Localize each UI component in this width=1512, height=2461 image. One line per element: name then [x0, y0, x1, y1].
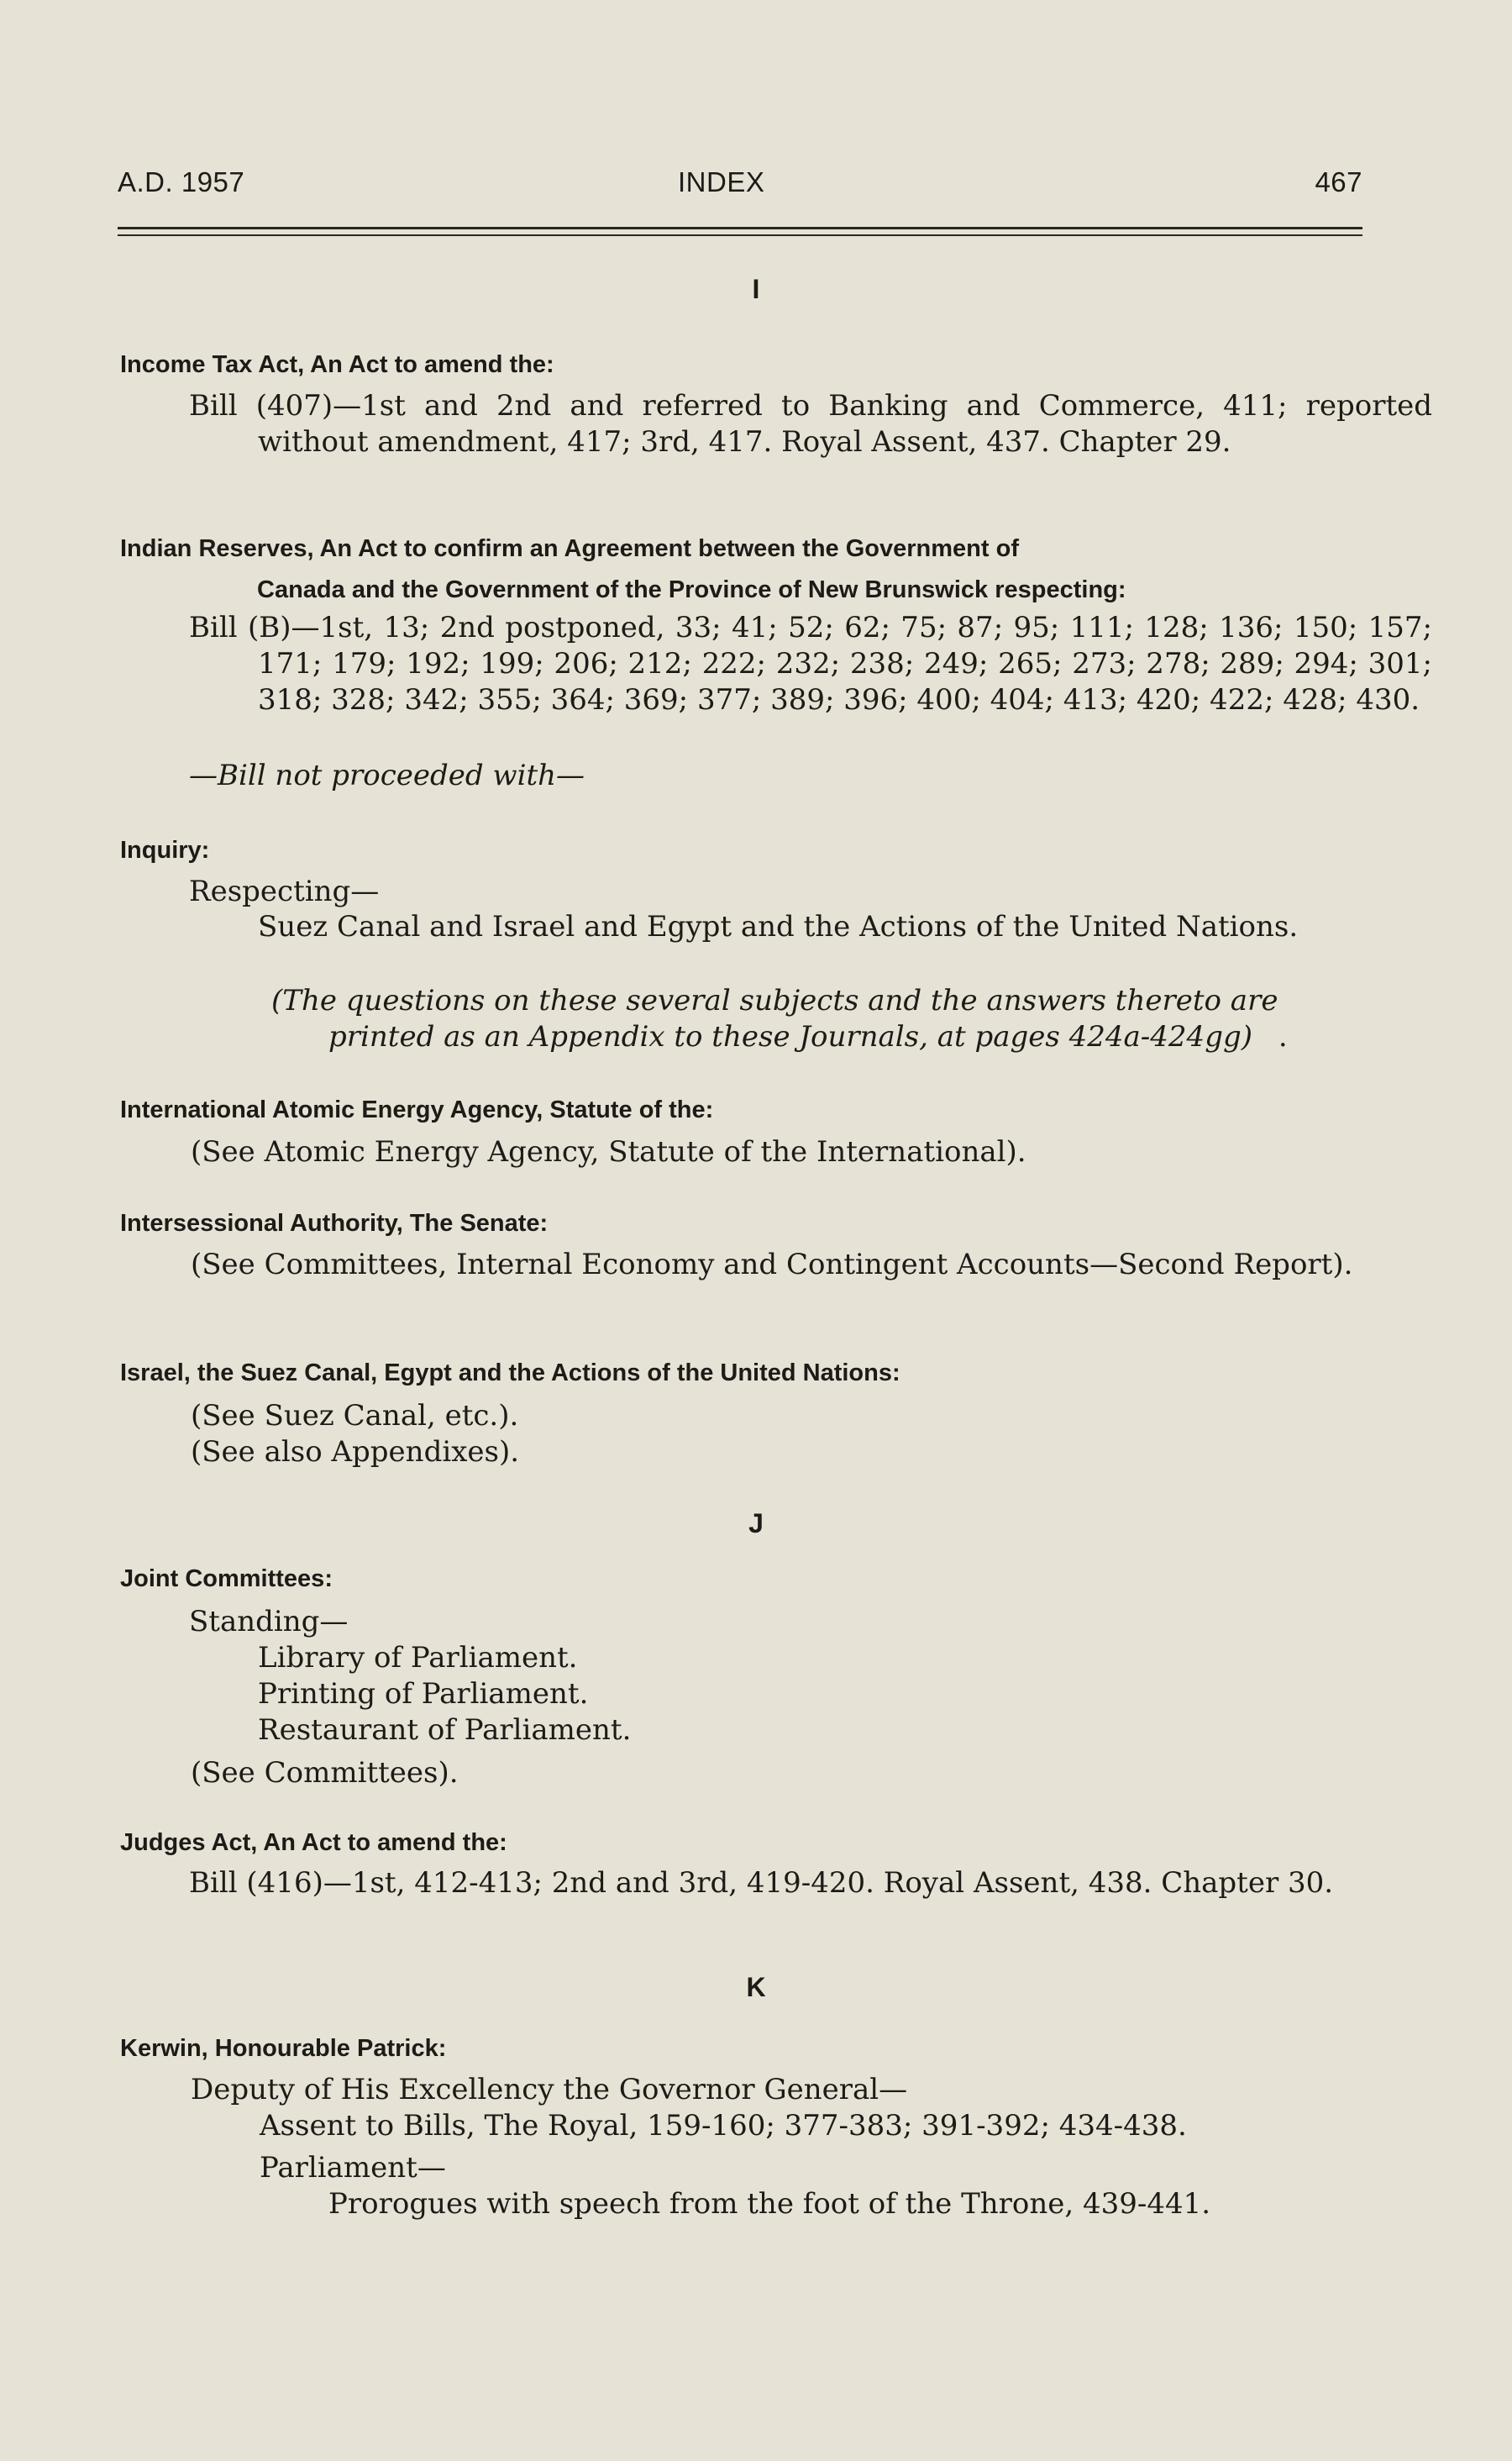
running-head-year: A.D. 1957	[118, 166, 245, 197]
list-item: Printing of Parliament.	[258, 1677, 589, 1711]
entry-subject: Suez Canal and Israel and Egypt and the Actions of the United Nations.	[258, 910, 1299, 944]
header-rule-bottom	[118, 234, 1362, 236]
note-dot: .	[1278, 1020, 1288, 1054]
list-item: Restaurant of Parliament.	[258, 1713, 632, 1747]
entry-see-also-israel: (See also Appendixes).	[191, 1435, 520, 1469]
entry-deputy: Deputy of His Excellency the Governor General—	[191, 2073, 908, 2106]
entry-note-indian-reserves: —Bill not proceeded with—	[189, 759, 585, 792]
heading-line: Indian Reserves, An Act to confirm an Agreement between the Government of	[120, 535, 1019, 562]
entry-standing: Standing—	[189, 1605, 349, 1638]
heading-line: Canada and the Government of the Province of New Brunswick respecting:	[257, 576, 1126, 603]
entry-see-joint: (See Committees).	[191, 1756, 459, 1790]
entry-text-judges: Bill (416)—1st, 412-413; 2nd and 3rd, 419-420. Royal Assent, 438. Chapter 30.	[189, 1866, 1334, 1900]
entry-heading-indian-reserves	[120, 528, 1363, 611]
section-letter-i: I	[752, 274, 760, 304]
entry-heading-inquiry: Inquiry:	[120, 837, 210, 864]
entry-respecting: Respecting—	[189, 875, 380, 908]
entry-heading-judges: Judges Act, An Act to amend the:	[120, 1829, 507, 1856]
entry-see-intersessional: (See Committees, Internal Economy and Contingent Accounts—Second Report).	[191, 1248, 1353, 1281]
entry-note-inquiry	[271, 983, 1363, 1055]
running-head	[118, 166, 1362, 208]
entry-heading-income-tax: Income Tax Act, An Act to amend the:	[120, 351, 554, 378]
header-rule-top	[118, 227, 1362, 229]
entry-heading-atomic: International Atomic Energy Agency, Statute of the:	[120, 1096, 714, 1123]
entry-parliament: Parliament—	[260, 2151, 446, 2185]
page-number: 467	[1315, 166, 1362, 197]
entry-heading-intersessional: Intersessional Authority, The Senate:	[120, 1210, 549, 1237]
list-item: Library of Parliament.	[258, 1641, 578, 1675]
entry-see-israel: (See Suez Canal, etc.).	[191, 1399, 519, 1433]
entry-prorogues: Prorogues with speech from the foot of the Throne, 439-441.	[328, 2187, 1211, 2221]
entry-see-atomic: (See Atomic Energy Agency, Statute of the International).	[191, 1135, 1026, 1169]
entry-heading-israel: Israel, the Suez Canal, Egypt and the Actions of the United Nations:	[120, 1359, 900, 1386]
entry-text-indian-reserves: Bill (B)—1st, 13; 2nd postponed, 33; 41; 52; 62; 75; 87; 95; 111; 128; 136; 150; 157; 171; 179; 192; 199; 206; 212; 222; 232; 238; 249; 265; 273; 278; 289; 294; 301; 318; 328; 342; 355; 364; 369; 377; 389; 396; 400; 404; 413; 420; 422; 428; 430.	[189, 611, 1432, 717]
section-letter-k: K	[746, 1972, 766, 2002]
note-line: (The questions on these several subjects and the answers thereto are	[271, 984, 1278, 1018]
note-line	[271, 1019, 1363, 1055]
entry-assent: Assent to Bills, The Royal, 159-160; 377-383; 391-392; 434-438.	[260, 2109, 1187, 2143]
entry-heading-kerwin: Kerwin, Honourable Patrick:	[120, 2035, 447, 2062]
entry-text-income-tax: Bill (407)—1st and 2nd and referred to Banking and Commerce, 411; reported without amendment, 417; 3rd, 417. Royal Assent, 437. Chapter 29.	[189, 389, 1432, 459]
running-head-title: INDEX	[678, 166, 765, 197]
entry-heading-joint-committees: Joint Committees:	[120, 1565, 333, 1592]
note-line-text: printed as an Appendix to these Journals, at pages 424a-424gg)	[328, 1020, 1252, 1054]
section-letter-j: J	[748, 1508, 764, 1538]
